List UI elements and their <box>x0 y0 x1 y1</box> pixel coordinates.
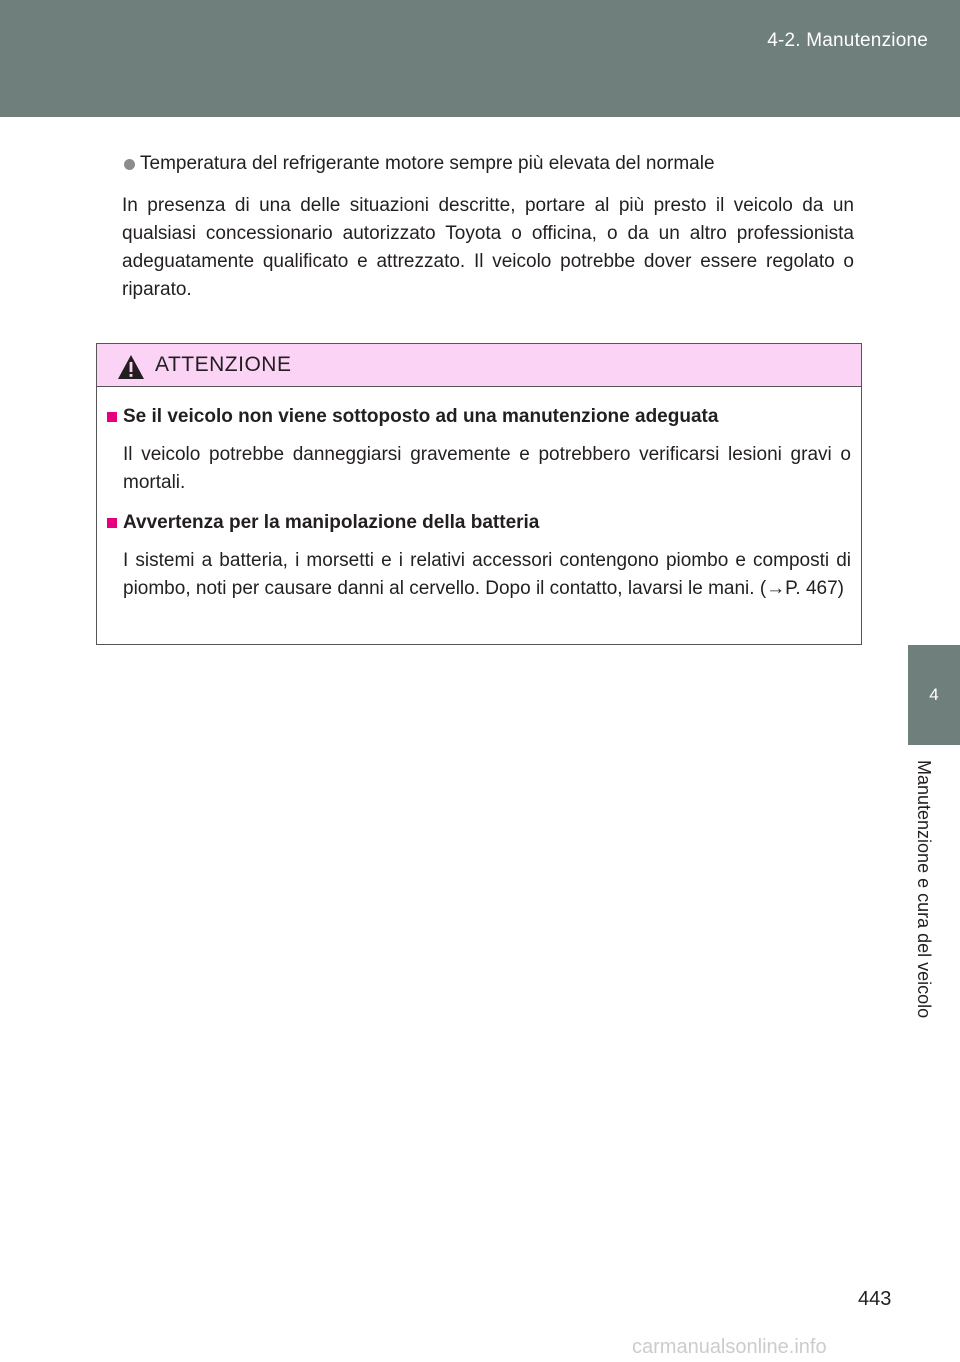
header-band <box>0 0 960 117</box>
square-bullet-icon <box>107 518 117 528</box>
caution-item-heading-text: Se il veicolo non viene sottoposto ad una manutenzione adeguata <box>123 406 719 427</box>
caution-body <box>97 387 861 603</box>
square-bullet-icon <box>107 412 117 422</box>
main-content <box>122 150 854 304</box>
section-title: 4-2. Manutenzione <box>767 30 928 51</box>
caution-item-text: Il veicolo potrebbe danneggiarsi gravemente e potrebbero verificarsi lesioni gravi o mortali. <box>123 444 851 493</box>
caution-item-heading <box>107 509 851 537</box>
warning-triangle-icon <box>117 354 145 380</box>
caution-item-text: I sistemi a batteria, i morsetti e i relativi accessori contengono piombo e composti di piombo, noti per causare danni al cervello. Dopo il contatto, lavarsi le mani. (→P. 467) <box>123 550 851 599</box>
round-bullet-icon <box>124 159 135 170</box>
caution-box <box>96 343 862 645</box>
bullet-item <box>122 150 854 178</box>
watermark: carmanualsonline.info <box>632 1336 827 1358</box>
chapter-side-label-text: Manutenzione e cura del veicolo <box>914 760 934 1019</box>
caution-title: ATTENZIONE <box>155 353 292 376</box>
chapter-side-label <box>896 760 956 1060</box>
caution-item-heading <box>107 403 851 431</box>
page-number: 443 <box>858 1288 892 1310</box>
chapter-tab <box>908 645 960 745</box>
caution-header <box>97 344 861 387</box>
chapter-tab-number: 4 <box>929 685 939 704</box>
body-paragraph: In presenza di una delle situazioni descritte, portare al più presto il veicolo da un qualsiasi concessionario autorizzato Toyota o officina, o da un altro professionista adeguatamente qualificato e attrezzato. Il veicolo potrebbe dover essere regolato o riparato. <box>122 195 854 300</box>
bullet-text: Temperatura del refrigerante motore sempre più elevata del normale <box>140 153 715 174</box>
caution-item-heading-text: Avvertenza per la manipolazione della batteria <box>123 512 540 533</box>
